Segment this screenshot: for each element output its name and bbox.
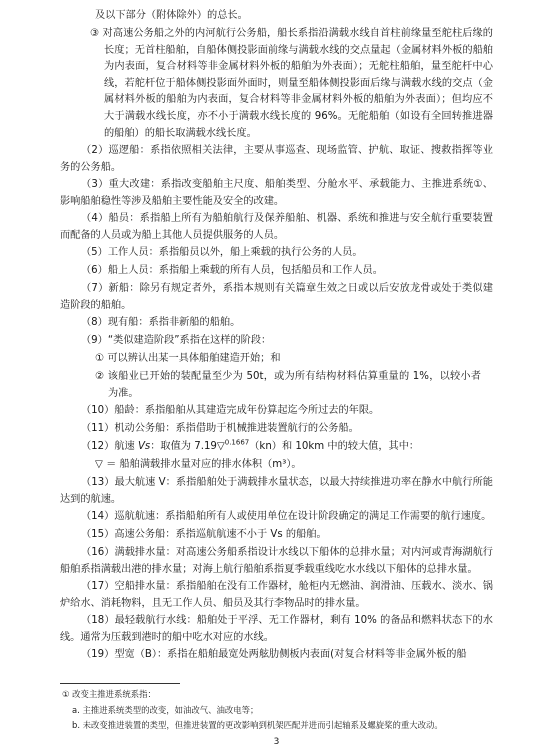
paragraph-similar-stage: （9）“类似建造阶段”系指在这样的阶段： xyxy=(81,335,272,346)
paragraph-persons-on-board: （6）船上人员：系指船上乘载的所有人员，包括船员和工作人员。 xyxy=(81,265,383,276)
paragraph-patrol-boat: （2）巡逻船：系指依照相关法律，主要从事巡查、现场监管、护航、取证、搜救指挥等业务的公务船。 xyxy=(60,145,493,173)
paragraph-new-ship: （7）新船：除另有规定者外，系指本规则有关篇章生效之日或以后安放龙骨或处于类似建造阶段的船舶。 xyxy=(60,283,493,311)
paragraph-speed-formula: ▽ ＝ 船舶满载排水量对应的排水体积（m³）。 xyxy=(95,459,302,470)
paragraph-high-speed-boat: （15）高速公务船：系指巡航航速不小于 Vs 的船舶。 xyxy=(81,529,327,540)
paragraph-similar-stage-1: ① 可以辨认出某一具体船舶建造开始；和 xyxy=(95,353,281,364)
paragraph-working-personnel: （5）工作人员：系指船员以外，船上乘载的执行公务的人员。 xyxy=(81,247,363,258)
paragraph-ship-length-inland: ③ 对高速公务船之外的内河航行公务船，船长系指沿满载水线自首柱前缘量至舵柱后缘的长度；无首柱船舶，自船体侧投影面前缘与满载水线的交点量起（金属材料外板的船舶为内表面，复合材料等非金属材料外板的船舶为外表面）；无舵柱船舶，量至舵杆中心线，若舵杆位于船体侧投影面外面时，则量至船体侧投影面后缘与满载水线的交点（金属材料外板的船舶为内表面，复合材料等非金属材料外板的船舶为外表面）；但均应不大于满载水线长度，亦不小于满载水线长度的 96%。无舵船舶（如设有全回转推进器的船舶）的船长取满载水线长度。 xyxy=(90,28,493,139)
paragraph-cruising-speed: （14）巡航航速：系指船舶所有人或使用单位在设计阶段确定的满足工作需要的航行速度。 xyxy=(81,511,492,522)
footnote-title: ① 改变主推进系统系指： xyxy=(62,689,156,699)
paragraph-full-displacement: （16）满载排水量：对高速公务船系指设计水线以下船体的总排水量；对内河或青海湖航行船舶系指满载出港的排水量；对海上航行船舶系指夏季载重线吃水水线以下船体的总排水量。 xyxy=(60,547,493,575)
paragraph-speed: （12）航速 Vs：取值为 7.19▽$^{0.1667}$（kn）和 10km 中的较大值，其中： xyxy=(81,438,420,452)
footnote-item-b: b. 未改变推进装置的类型，但推进装置的更改影响到机架匹配并进而引起轴系及螺旋桨的重大改动。 xyxy=(72,720,443,730)
page-number: 3 xyxy=(273,737,280,747)
paragraph-moulded-breadth: （19）型宽（B）：系指在船舶最宽处两舷肋侧板内表面(对复合材料等非金属外板的船 xyxy=(81,649,467,660)
paragraph-existing-ship: （8）现有船：系指非新船的船舶。 xyxy=(81,317,241,328)
paragraph-similar-stage-2: ② 该船业已开始的装配量至少为 50t，或为所有结构材料估算重量的 1%，以较小者为准。 xyxy=(95,371,481,399)
paragraph-ship-age: （10）船龄：系指船舶从其建造完成年份算起迄今所过去的年限。 xyxy=(81,405,380,416)
paragraph-light-displacement: （17）空船排水量：系指船舶在没有工作器材，舱柜内无燃油、润滑油、压载水、淡水、锅炉给水、消耗物料，且无工作人员、船员及其行李物品时的排水量。 xyxy=(60,581,493,609)
paragraph-motorized-boat: （11）机动公务船：系指借助于机械推进装置航行的公务船。 xyxy=(81,423,359,434)
footnote-item-a: a. 主推进系统类型的改变，如油改气、油改电等； xyxy=(72,705,259,715)
paragraph-crew: （4）船员：系指船上所有为船舶航行及保养船舶、机器、系统和推进与安全航行重要装置而配备的人员或为船上其他人员提供服务的人员。 xyxy=(60,213,493,241)
paragraph-lightest-waterline: （18）最轻载航行水线：船舶处于平浮、无工作器材，剩有 10% 的备品和燃料状态下的水线。通常为压载到港时的船中吃水对应的水线。 xyxy=(60,615,493,643)
paragraph-max-speed: （13）最大航速 V：系指船舶处于满载排水量状态，以最大持续推进功率在静水中航行所能达到的航速。 xyxy=(60,477,493,505)
paragraph-ship-length-tail: 及以下部分（附体除外）的总长。 xyxy=(95,10,248,21)
paragraph-major-conversion: （3）重大改建：系指改变船舶主尺度、船舶类型、分舱水平、承载能力、主推进系统①、影响船舶稳性等涉及船舶主要性能及安全的改建。 xyxy=(60,179,493,207)
